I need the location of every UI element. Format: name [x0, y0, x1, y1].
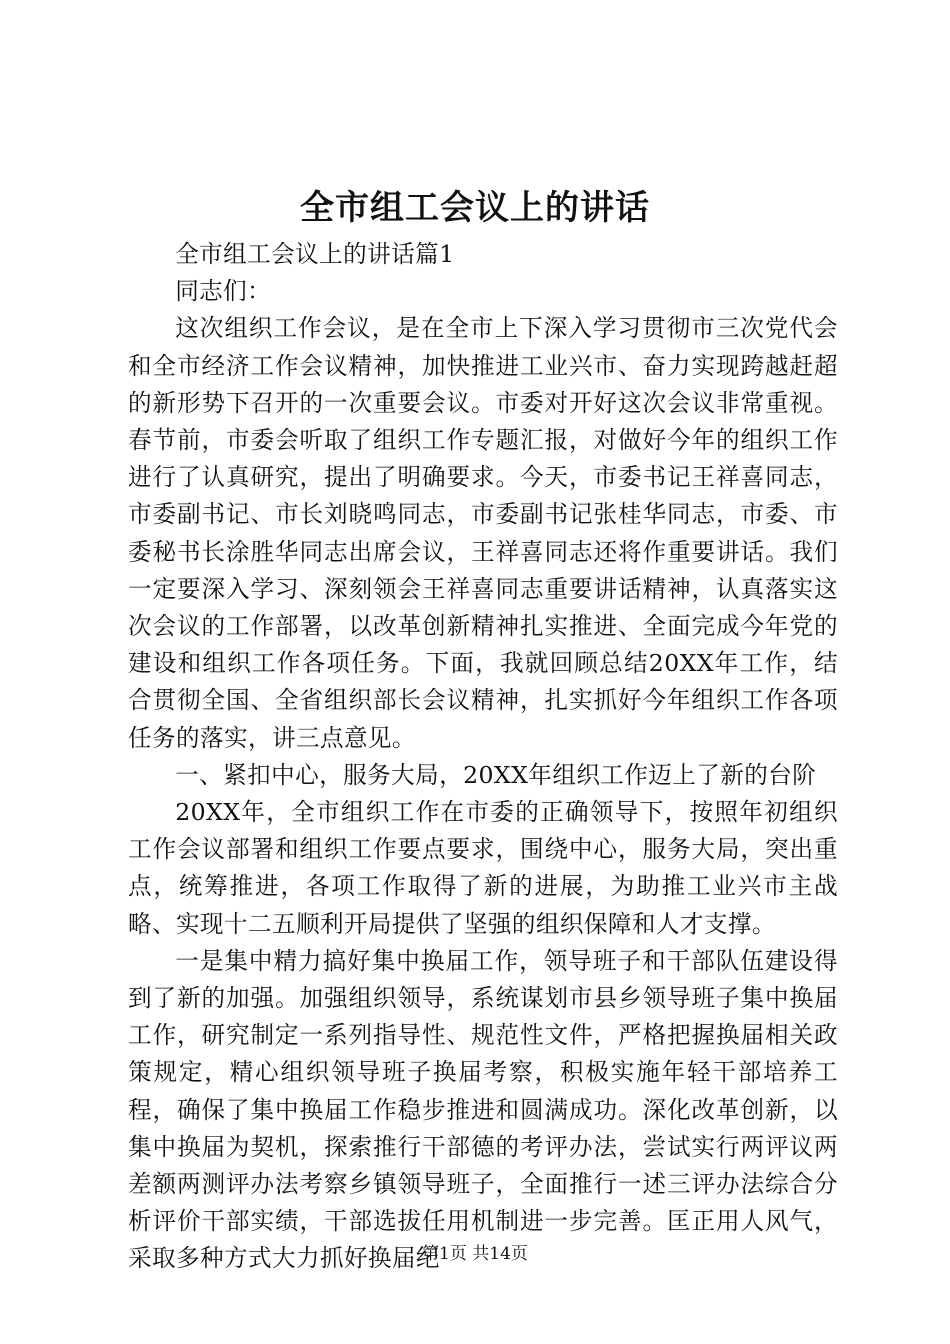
salutation: 同志们： [175, 277, 272, 306]
body-paragraph: 这次组织工作会议，是在全市上下深入学习贯彻市三次党代会和全市经济工作会议精神，加快推进工业兴市、奋力实现跨越赶超的新形势下召开的一次重要会议。市委对开好这次会议非常重视。春节前，市委会听取了组织工作专题汇报，对做好今年的组织工作进行了认真研究，提出了明确要求。今天，市委书记王祥喜同志，市委副书记、市长刘晓鸣同志，市委副书记张桂华同志，市委、市委秘书长涂胜华同志出席会议，王祥喜同志还将作重要讲话。我们一定要深入学习、深刻领会王祥喜同志重要讲话精神，认真落实这次会议的工作部署，以改革创新精神扎实推进、全面完成今年党的建设和组织工作各项任务。下面，我就回顾总结20XX年工作，结合贯彻全国、全省组织部长会议精神，扎实抓好今年组织工作各项任务的落实，讲三点意见。 [128, 314, 838, 752]
body-paragraph: 20XX年，全市组织工作在市委的正确领导下，按照年初组织工作会议部署和组织工作要点要求，围绕中心，服务大局，突出重点，统筹推进，各项工作取得了新的进展，为助推工业兴市主战略、实现十二五顺利开局提供了坚强的组织保障和人才支撑。 [128, 798, 838, 938]
section-heading-1: 一、紧扣中心，服务大局，20XX年组织工作迈上了新的台阶 [175, 760, 817, 789]
document-title: 全市组工会议上的讲话 [300, 188, 650, 228]
body-paragraph: 一是集中精力搞好集中换届工作，领导班子和干部队伍建设得到了新的加强。加强组织领导，系统谋划市县乡领导班子集中换届工作，研究制定一系列指导性、规范性文件，严格把握换届相关政策规定，精心组织领导班子换届考察，积极实施年轻干部培养工程，确保了集中换届工作稳步推进和圆满成功。深化改革创新，以集中换届为契机，探索推行干部德的考评办法，尝试实行两评议两差额两测评办法考察乡镇领导班子，全面推行一述三评办法综合分析评价干部实绩，干部选拔任用机制进一步完善。匡正用人风气，采取多种方式大力抓好换届纪 [128, 946, 838, 1273]
section-heading-part-1: 全市组工会议上的讲话篇1 [175, 240, 455, 268]
document-body [128, 236, 838, 1278]
page-footer: 第1页 共14页 [422, 1244, 528, 1264]
